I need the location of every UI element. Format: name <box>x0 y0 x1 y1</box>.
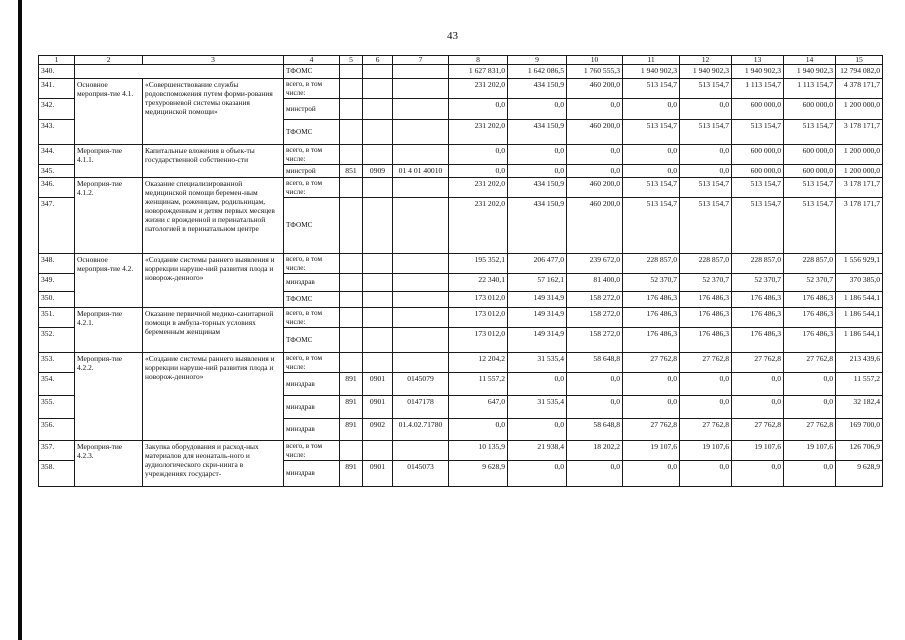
table-row <box>39 178 883 198</box>
year-value: 513 154,7 <box>732 178 784 198</box>
budget-code-section <box>363 79 393 99</box>
budget-code-article <box>393 292 449 308</box>
budget-code-article <box>393 120 449 145</box>
budget-code-article <box>393 353 449 373</box>
total-value: 1 186 544,1 <box>836 292 883 308</box>
budget-code-article <box>393 308 449 328</box>
year-value: 513 154,7 <box>623 120 680 145</box>
column-number: 11 <box>623 56 680 65</box>
row-number: 356. <box>39 419 75 441</box>
funding-source: ТФОМС <box>284 120 340 145</box>
table-row <box>39 441 883 461</box>
year-value: 0,0 <box>508 145 567 165</box>
budget-code-article <box>393 79 449 99</box>
year-value: 0,0 <box>680 373 732 396</box>
row-number: 352. <box>39 328 75 353</box>
year-value: 460 200,0 <box>567 178 623 198</box>
funding-source: всего, в том числе: <box>284 145 340 165</box>
total-value: 169 700,0 <box>836 419 883 441</box>
row-number: 351. <box>39 308 75 328</box>
year-value: 0,0 <box>623 145 680 165</box>
year-value: 1 940 902,3 <box>732 65 784 79</box>
column-number: 9 <box>508 56 567 65</box>
year-value: 176 486,3 <box>732 292 784 308</box>
year-value: 513 154,7 <box>623 198 680 254</box>
row-number: 344. <box>39 145 75 165</box>
year-value: 176 486,3 <box>732 328 784 353</box>
budget-code-grbs <box>340 79 363 99</box>
funding-source: минздрав <box>284 461 340 487</box>
measure-name: Закупка оборудования и расход-ных материалов для неонаталь-ного и аудиологического скри-нинга в учреждениях государст- <box>143 441 284 487</box>
budget-code-grbs: 891 <box>340 461 363 487</box>
page-number: 43 <box>447 30 458 42</box>
year-value: 513 154,7 <box>680 178 732 198</box>
row-number: 357. <box>39 441 75 461</box>
year-value: 27 762,8 <box>732 419 784 441</box>
funding-source: минстрой <box>284 99 340 120</box>
year-value: 228 857,0 <box>623 254 680 274</box>
year-value: 27 762,8 <box>623 419 680 441</box>
column-number: 1 <box>39 56 75 65</box>
year-value: 27 762,8 <box>784 419 836 441</box>
budget-code-article: 01 4 01 40010 <box>393 165 449 178</box>
funding-source: всего, в том числе: <box>284 308 340 328</box>
table-row <box>39 254 883 274</box>
year-value: 0,0 <box>449 99 508 120</box>
year-value: 647,0 <box>449 396 508 419</box>
year-value: 434 150,9 <box>508 79 567 99</box>
measure-type: Основное мероприя-тие 4.1. <box>75 79 143 145</box>
year-value: 81 400,0 <box>567 274 623 292</box>
budget-code-section <box>363 65 393 79</box>
year-value: 513 154,7 <box>623 178 680 198</box>
year-value: 176 486,3 <box>784 328 836 353</box>
year-value: 176 486,3 <box>623 292 680 308</box>
year-value: 434 150,9 <box>508 120 567 145</box>
year-value: 513 154,7 <box>623 79 680 99</box>
row-number: 355. <box>39 396 75 419</box>
funding-source: всего, в том числе: <box>284 441 340 461</box>
year-value: 0,0 <box>508 461 567 487</box>
budget-code-grbs <box>340 254 363 274</box>
year-value: 513 154,7 <box>732 198 784 254</box>
budget-code-section <box>363 145 393 165</box>
year-value: 176 486,3 <box>680 308 732 328</box>
year-value: 1 940 902,3 <box>680 65 732 79</box>
table-row <box>39 353 883 373</box>
total-value: 1 200 000,0 <box>836 165 883 178</box>
total-value: 9 628,9 <box>836 461 883 487</box>
table-row <box>39 308 883 328</box>
year-value: 0,0 <box>449 145 508 165</box>
budget-code-article <box>393 178 449 198</box>
year-value: 600 000,0 <box>732 99 784 120</box>
year-value: 1 642 086,5 <box>508 65 567 79</box>
year-value: 460 200,0 <box>567 120 623 145</box>
year-value: 52 370,7 <box>680 274 732 292</box>
year-value: 231 202,0 <box>449 120 508 145</box>
row-number: 347. <box>39 198 75 254</box>
column-number: 5 <box>340 56 363 65</box>
year-value: 513 154,7 <box>784 120 836 145</box>
year-value: 231 202,0 <box>449 79 508 99</box>
year-value: 0,0 <box>680 396 732 419</box>
budget-code-grbs <box>340 274 363 292</box>
budget-code-section: 0902 <box>363 419 393 441</box>
year-value: 1 113 154,7 <box>784 79 836 99</box>
funding-source: минстрой <box>284 165 340 178</box>
year-value: 600 000,0 <box>784 145 836 165</box>
row-number: 346. <box>39 178 75 198</box>
year-value: 600 000,0 <box>784 165 836 178</box>
total-value: 4 378 171,7 <box>836 79 883 99</box>
year-value: 0,0 <box>680 145 732 165</box>
measure-type: Мероприя-тие 4.2.3. <box>75 441 143 487</box>
year-value: 0,0 <box>623 165 680 178</box>
funding-source: минздрав <box>284 373 340 396</box>
budget-code-article <box>393 328 449 353</box>
year-value: 0,0 <box>732 461 784 487</box>
year-value: 228 857,0 <box>680 254 732 274</box>
budget-code-grbs <box>340 441 363 461</box>
total-value: 3 178 171,7 <box>836 120 883 145</box>
year-value: 176 486,3 <box>732 308 784 328</box>
year-value: 0,0 <box>732 373 784 396</box>
year-value: 513 154,7 <box>784 198 836 254</box>
year-value: 1 113 154,7 <box>732 79 784 99</box>
year-value: 0,0 <box>680 461 732 487</box>
year-value: 1 760 555,3 <box>567 65 623 79</box>
year-value: 0,0 <box>680 99 732 120</box>
year-value: 513 154,7 <box>680 198 732 254</box>
year-value: 0,0 <box>508 99 567 120</box>
budget-code-section: 0901 <box>363 373 393 396</box>
measure-type: Мероприя-тие 4.2.1. <box>75 308 143 353</box>
year-value: 0,0 <box>567 461 623 487</box>
year-value: 58 648,8 <box>567 353 623 373</box>
year-value: 149 314,9 <box>508 292 567 308</box>
budget-code-grbs <box>340 198 363 254</box>
budget-code-grbs: 851 <box>340 165 363 178</box>
year-value: 27 762,8 <box>623 353 680 373</box>
year-value: 0,0 <box>508 373 567 396</box>
row-number: 354. <box>39 373 75 396</box>
budget-code-grbs <box>340 99 363 120</box>
year-value: 1 940 902,3 <box>784 65 836 79</box>
year-value: 0,0 <box>784 396 836 419</box>
row-number: 342. <box>39 99 75 120</box>
budget-code-section: 0909 <box>363 165 393 178</box>
year-value: 206 477,0 <box>508 254 567 274</box>
year-value: 1 627 831,0 <box>449 65 508 79</box>
year-value: 434 150,9 <box>508 198 567 254</box>
year-value: 149 314,9 <box>508 328 567 353</box>
total-value: 3 178 171,7 <box>836 178 883 198</box>
year-value: 0,0 <box>784 461 836 487</box>
year-value: 0,0 <box>567 396 623 419</box>
budget-code-grbs <box>340 120 363 145</box>
column-number: 15 <box>836 56 883 65</box>
row-number: 348. <box>39 254 75 274</box>
year-value: 27 762,8 <box>680 353 732 373</box>
total-value: 12 794 082,0 <box>836 65 883 79</box>
year-value: 176 486,3 <box>680 328 732 353</box>
row-number: 358. <box>39 461 75 487</box>
year-value: 10 135,9 <box>449 441 508 461</box>
measure-type: Мероприя-тие 4.1.1. <box>75 145 143 178</box>
year-value: 27 762,8 <box>732 353 784 373</box>
year-value: 600 000,0 <box>732 145 784 165</box>
budget-code-grbs: 891 <box>340 373 363 396</box>
row-number: 350. <box>39 292 75 308</box>
measure-name: Оказание специализированной медицинской помощи беремен-ным женщинам, роженицам, родильницам, новорожденным и детям первых месяцев жизни с врожденной и перинатальной патологией в перинатальном центре <box>143 178 284 254</box>
budget-code-article: 0147178 <box>393 396 449 419</box>
year-value: 18 202,2 <box>567 441 623 461</box>
budget-code-article: 0145073 <box>393 461 449 487</box>
row-number: 341. <box>39 79 75 99</box>
year-value: 231 202,0 <box>449 198 508 254</box>
measure-name: Капитальные вложения в объек-ты государственной собственно-сти <box>143 145 284 178</box>
budget-code-article <box>393 254 449 274</box>
year-value: 176 486,3 <box>784 308 836 328</box>
year-value: 19 107,6 <box>680 441 732 461</box>
year-value: 0,0 <box>508 165 567 178</box>
budget-code-article <box>393 99 449 120</box>
column-number: 10 <box>567 56 623 65</box>
funding-source: ТФОМС <box>284 292 340 308</box>
year-value: 52 370,7 <box>784 274 836 292</box>
budget-code-grbs <box>340 145 363 165</box>
column-number: 3 <box>143 56 284 65</box>
year-value: 239 672,0 <box>567 254 623 274</box>
budget-code-article <box>393 274 449 292</box>
year-value: 513 154,7 <box>732 120 784 145</box>
column-number: 13 <box>732 56 784 65</box>
row-number: 343. <box>39 120 75 145</box>
year-value: 176 486,3 <box>623 308 680 328</box>
year-value: 231 202,0 <box>449 178 508 198</box>
total-value: 32 182,4 <box>836 396 883 419</box>
total-value: 370 385,0 <box>836 274 883 292</box>
budget-code-section <box>363 441 393 461</box>
budget-code-article: 01.4.02.71780 <box>393 419 449 441</box>
total-value: 1 186 544,1 <box>836 308 883 328</box>
year-value: 0,0 <box>567 165 623 178</box>
year-value: 1 940 902,3 <box>623 65 680 79</box>
budget-code-section <box>363 274 393 292</box>
table-row <box>39 79 883 99</box>
funding-source: всего, в том числе: <box>284 254 340 274</box>
funding-source: минздрав <box>284 274 340 292</box>
year-value: 195 352,1 <box>449 254 508 274</box>
year-value: 19 107,6 <box>623 441 680 461</box>
budget-code-section <box>363 120 393 145</box>
year-value: 0,0 <box>732 396 784 419</box>
year-value: 0,0 <box>449 165 508 178</box>
measure-name: «Создание системы раннего выявления и коррекции наруше-ний развития плода и новорож-денного» <box>143 353 284 441</box>
year-value: 600 000,0 <box>784 99 836 120</box>
year-value: 176 486,3 <box>784 292 836 308</box>
year-value: 0,0 <box>623 373 680 396</box>
total-value: 1 200 000,0 <box>836 145 883 165</box>
budget-code-grbs <box>340 292 363 308</box>
budget-table <box>38 55 883 487</box>
measure-name: «Совершенствование службы родовспоможения путем форми-рования трехуровневой системы оказания медицинской помощи» <box>143 79 284 145</box>
year-value: 460 200,0 <box>567 79 623 99</box>
year-value: 173 012,0 <box>449 308 508 328</box>
funding-source: минздрав <box>284 419 340 441</box>
total-value: 11 557,2 <box>836 373 883 396</box>
year-value: 12 204,2 <box>449 353 508 373</box>
year-value: 0,0 <box>680 165 732 178</box>
year-value: 11 557,2 <box>449 373 508 396</box>
row-number: 353. <box>39 353 75 373</box>
year-value: 52 370,7 <box>732 274 784 292</box>
measure-type: Мероприя-тие 4.2.2. <box>75 353 143 441</box>
table-row <box>39 65 883 79</box>
funding-source: всего, в том числе: <box>284 353 340 373</box>
column-number: 8 <box>449 56 508 65</box>
budget-code-section <box>363 353 393 373</box>
year-value: 228 857,0 <box>784 254 836 274</box>
column-number: 2 <box>75 56 143 65</box>
table-row <box>39 145 883 165</box>
year-value: 0,0 <box>508 419 567 441</box>
year-value: 158 272,0 <box>567 328 623 353</box>
total-value: 3 178 171,7 <box>836 198 883 254</box>
year-value: 173 012,0 <box>449 328 508 353</box>
year-value: 57 162,1 <box>508 274 567 292</box>
budget-code-article <box>393 65 449 79</box>
funding-source: ТФОМС <box>284 198 340 254</box>
column-number: 12 <box>680 56 732 65</box>
total-value: 213 439,6 <box>836 353 883 373</box>
year-value: 31 535,4 <box>508 353 567 373</box>
row-number: 345. <box>39 165 75 178</box>
budget-code-article <box>393 441 449 461</box>
funding-source: всего, в том числе: <box>284 79 340 99</box>
budget-code-section: 0901 <box>363 461 393 487</box>
total-value: 126 706,9 <box>836 441 883 461</box>
year-value: 0,0 <box>623 99 680 120</box>
funding-source: всего, в том числе: <box>284 178 340 198</box>
total-value: 1 186 544,1 <box>836 328 883 353</box>
year-value: 27 762,8 <box>680 419 732 441</box>
year-value: 176 486,3 <box>623 328 680 353</box>
year-value: 22 340,1 <box>449 274 508 292</box>
funding-source: ТФОМС <box>284 65 340 79</box>
year-value: 158 272,0 <box>567 308 623 328</box>
funding-source: ТФОМС <box>284 328 340 353</box>
year-value: 149 314,9 <box>508 308 567 328</box>
budget-code-article: 0145079 <box>393 373 449 396</box>
measure-name: Оказание первичной медико-санитарной помощи в амбула-торных условиях беременным женщинам <box>143 308 284 353</box>
budget-code-section: 0901 <box>363 396 393 419</box>
year-value: 513 154,7 <box>680 120 732 145</box>
column-number: 4 <box>284 56 340 65</box>
measure-type: Мероприя-тие 4.1.2. <box>75 178 143 254</box>
column-number-row <box>39 56 883 65</box>
year-value: 0,0 <box>567 373 623 396</box>
row-number: 349. <box>39 274 75 292</box>
budget-code-section <box>363 254 393 274</box>
year-value: 52 370,7 <box>623 274 680 292</box>
measure-type: Основное мероприя-тие 4.2. <box>75 254 143 308</box>
year-value: 228 857,0 <box>732 254 784 274</box>
budget-code-grbs <box>340 308 363 328</box>
year-value: 19 107,6 <box>784 441 836 461</box>
budget-code-grbs: 891 <box>340 419 363 441</box>
budget-code-grbs: 891 <box>340 396 363 419</box>
budget-code-grbs <box>340 65 363 79</box>
year-value: 27 762,8 <box>784 353 836 373</box>
budget-code-section <box>363 198 393 254</box>
budget-code-grbs <box>340 328 363 353</box>
year-value: 0,0 <box>623 396 680 419</box>
year-value: 9 628,9 <box>449 461 508 487</box>
page-edge-rule <box>18 0 22 640</box>
budget-code-section <box>363 178 393 198</box>
year-value: 434 150,9 <box>508 178 567 198</box>
year-value: 0,0 <box>449 419 508 441</box>
budget-code-section <box>363 308 393 328</box>
column-number: 6 <box>363 56 393 65</box>
column-number: 14 <box>784 56 836 65</box>
total-value: 1 556 929,1 <box>836 254 883 274</box>
year-value: 21 938,4 <box>508 441 567 461</box>
year-value: 513 154,7 <box>784 178 836 198</box>
year-value: 58 648,8 <box>567 419 623 441</box>
year-value: 0,0 <box>623 461 680 487</box>
measure-name: «Создание системы раннего выявления и коррекции наруше-ний развития плода и новорож-денного» <box>143 254 284 308</box>
year-value: 460 200,0 <box>567 198 623 254</box>
budget-code-article <box>393 145 449 165</box>
year-value: 0,0 <box>784 373 836 396</box>
table-body <box>39 56 883 487</box>
year-value: 0,0 <box>567 99 623 120</box>
budget-code-grbs <box>340 353 363 373</box>
column-number: 7 <box>393 56 449 65</box>
row-number: 340. <box>39 65 75 79</box>
year-value: 513 154,7 <box>680 79 732 99</box>
budget-code-grbs <box>340 178 363 198</box>
budget-code-section <box>363 328 393 353</box>
year-value: 600 000,0 <box>732 165 784 178</box>
year-value: 19 107,6 <box>732 441 784 461</box>
year-value: 0,0 <box>567 145 623 165</box>
total-value: 1 200 000,0 <box>836 99 883 120</box>
year-value: 176 486,3 <box>680 292 732 308</box>
year-value: 158 272,0 <box>567 292 623 308</box>
funding-source: минздрав <box>284 396 340 419</box>
budget-code-section <box>363 99 393 120</box>
budget-code-section <box>363 292 393 308</box>
year-value: 173 012,0 <box>449 292 508 308</box>
year-value: 31 535,4 <box>508 396 567 419</box>
empty-cell <box>75 65 284 79</box>
budget-code-article <box>393 198 449 254</box>
